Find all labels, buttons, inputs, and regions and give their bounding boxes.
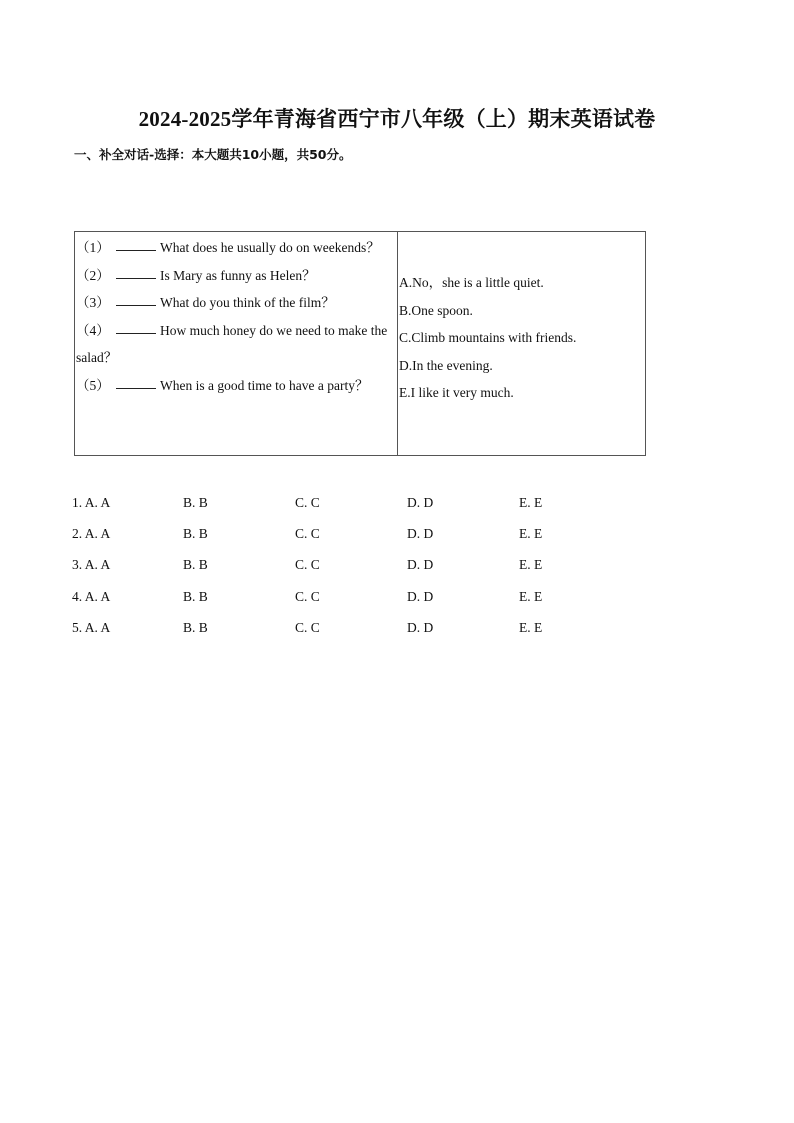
question-text: What does he usually do on weekends？ — [160, 240, 380, 255]
choice-b: B. B — [183, 619, 208, 635]
choice-d: D. D — [407, 588, 434, 604]
answer-blank — [116, 321, 156, 334]
choice-a: 4. A. A — [72, 588, 111, 604]
question-item — [76, 234, 395, 262]
choice-d: D. D — [407, 619, 434, 635]
answer-option: B.One spoon. — [399, 302, 473, 318]
question-number: （5） — [76, 377, 110, 393]
choice-a: 1. A. A — [72, 495, 111, 510]
choice-b: B. B — [183, 588, 208, 604]
question-number: （3） — [76, 295, 110, 311]
page-title: 2024-2025学年青海省西宁市八年级（上）期末英语试卷 — [138, 107, 656, 131]
questions-column — [75, 232, 398, 455]
answer-option: E.I like it very much. — [399, 385, 514, 401]
section-heading: 一、补全对话-选择：本大题共10小题，共50分。 — [74, 147, 352, 162]
choice-a: 2. A. A — [72, 526, 111, 542]
question-item — [76, 262, 395, 290]
question-item — [76, 317, 395, 372]
choice-b: B. B — [183, 495, 208, 510]
question-number: （1） — [76, 240, 110, 255]
answer-blank — [116, 293, 156, 306]
choice-c: C. C — [295, 495, 320, 510]
choice-a: 3. A. A — [72, 557, 111, 573]
choice-d: D. D — [407, 526, 434, 542]
choice-e: E. E — [519, 495, 543, 510]
question-item — [76, 289, 395, 317]
choice-c: C. C — [295, 557, 320, 573]
answer-option: C.Climb mountains with friends. — [399, 330, 577, 346]
answer-blank — [116, 376, 156, 389]
choice-c: C. C — [295, 588, 320, 604]
answers-column — [398, 232, 645, 455]
choice-b: B. B — [183, 526, 208, 542]
question-number: （4） — [76, 322, 110, 338]
answer-option: D.In the evening. — [399, 357, 493, 373]
question-text: How much honey do we need to make the salad？ — [76, 322, 388, 366]
question-text: What do you think of the film？ — [160, 295, 335, 311]
choice-c: C. C — [295, 526, 320, 542]
question-item — [76, 372, 395, 400]
dialogue-table — [74, 231, 646, 456]
choice-d: D. D — [407, 495, 434, 510]
choice-c: C. C — [295, 619, 320, 635]
answer-blank — [116, 266, 156, 279]
choice-e: E. E — [519, 588, 543, 604]
answer-blank — [116, 238, 156, 251]
question-text: Is Mary as funny as Helen？ — [160, 267, 316, 283]
choice-e: E. E — [519, 619, 543, 635]
choice-d: D. D — [407, 557, 434, 573]
question-number: （2） — [76, 267, 110, 283]
answer-option: A.No，she is a little quiet. — [399, 275, 544, 290]
choice-e: E. E — [519, 557, 543, 573]
choice-b: B. B — [183, 557, 208, 573]
choice-a: 5. A. A — [72, 619, 111, 635]
choice-e: E. E — [519, 526, 543, 542]
question-text: When is a good time to have a party？ — [160, 377, 369, 393]
